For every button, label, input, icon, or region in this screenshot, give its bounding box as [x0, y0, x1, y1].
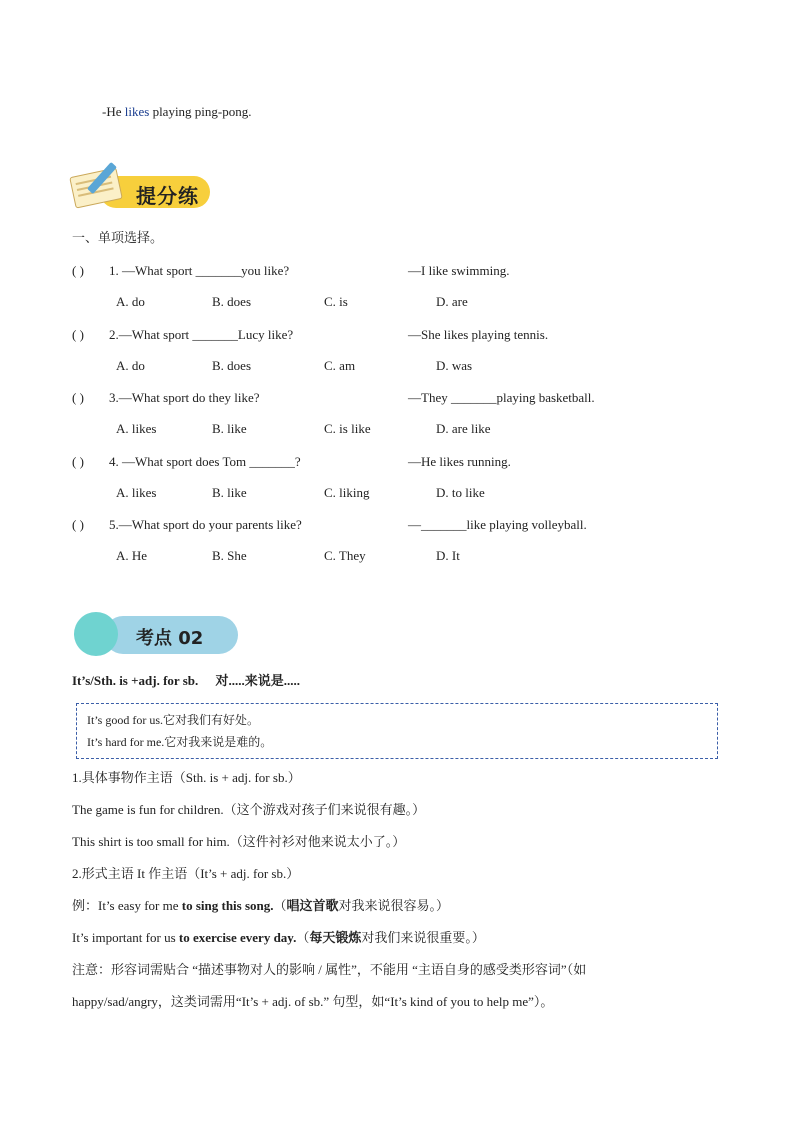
point2-example: 例：It’s easy for me to sing this song.（唱这首歌对我来说很容易。）: [72, 898, 450, 913]
answer-paren[interactable]: ( ): [72, 326, 84, 342]
answer-paren[interactable]: ( ): [72, 453, 84, 469]
example-line: It’s good for us.它对我们有好处。: [87, 713, 259, 727]
question-response: —She likes playing tennis.: [408, 326, 549, 342]
question-stem: 2.—What sport _______Lucy like?: [109, 326, 294, 342]
section-banner-point: [74, 612, 240, 658]
note-line: 注意：形容词需贴合 “描述事物对人的影响 / 属性”，不能用 “主语自身的感受类形容词”（如: [72, 962, 587, 977]
answer-paren[interactable]: ( ): [72, 517, 84, 532]
example-line: It’s hard for me.它对我来说是难的。: [87, 735, 273, 749]
question-stem: 1. —What sport _______you like?: [109, 263, 290, 278]
intro-sentence: -He likes playing ping-pong.: [102, 104, 252, 119]
option-a[interactable]: A. likes: [116, 484, 157, 500]
option-b[interactable]: B. does: [212, 357, 251, 373]
point1-example: The game is fun for children.（这个游戏对孩子们来说很有趣。）: [72, 802, 426, 817]
option-d[interactable]: D. was: [436, 357, 473, 373]
point2-example: It’s important for us to exercise every day.（每天锻炼对我们来说很重要。）: [72, 930, 485, 945]
option-a[interactable]: A. do: [116, 294, 145, 309]
exercise-heading: 一、单项选择。: [72, 231, 164, 246]
question-stem: 5.—What sport do your parents like?: [109, 517, 302, 532]
question-response: —They _______playing basketball.: [408, 390, 595, 405]
option-c[interactable]: C. liking: [324, 484, 370, 500]
point2-title: 2.形式主语 It 作主语（It’s + adj. for sb.）: [72, 866, 300, 881]
point1-title: 1.具体事物作主语（Sth. is + adj. for sb.）: [72, 770, 301, 785]
circle-icon: [74, 612, 118, 656]
section-banner-practice: [72, 160, 212, 212]
option-c[interactable]: C. is: [324, 294, 348, 309]
option-d[interactable]: D. It: [436, 548, 460, 563]
option-c[interactable]: C. is like: [324, 421, 371, 436]
option-a[interactable]: A. likes: [116, 421, 157, 436]
question-stem: 4. —What sport does Tom _______?: [109, 453, 301, 469]
option-c[interactable]: C. am: [324, 357, 356, 373]
banner-title: 考点 02: [136, 628, 204, 649]
option-d[interactable]: D. to like: [436, 484, 485, 500]
option-d[interactable]: D. are: [436, 294, 468, 309]
option-a[interactable]: A. do: [116, 357, 145, 373]
option-b[interactable]: B. does: [212, 294, 251, 309]
question-stem: 3.—What sport do they like?: [109, 390, 260, 405]
question-response: —I like swimming.: [408, 263, 510, 278]
answer-paren[interactable]: ( ): [72, 263, 84, 278]
point1-example: This shirt is too small for him.（这件衬衫对他来说太小了。）: [72, 834, 406, 849]
option-b[interactable]: B. She: [212, 548, 247, 563]
note-line: happy/sad/angry，这类词需用“It’s + adj. of sb.” 句型，如“It’s kind of you to help me”）。: [72, 994, 554, 1009]
question-response: —_______like playing volleyball.: [408, 517, 587, 532]
option-d[interactable]: D. are like: [436, 421, 491, 436]
option-b[interactable]: B. like: [212, 421, 247, 436]
question-response: —He likes running.: [408, 453, 511, 469]
option-c[interactable]: C. They: [324, 548, 366, 563]
banner-title: 提分练: [136, 184, 199, 208]
option-b[interactable]: B. like: [212, 484, 247, 500]
example-box: [76, 703, 718, 759]
answer-paren[interactable]: ( ): [72, 390, 84, 405]
option-a[interactable]: A. He: [116, 548, 148, 563]
grammar-rule: It’s/Sth. is +adj. for sb. 对.....来说是.....: [72, 673, 301, 688]
